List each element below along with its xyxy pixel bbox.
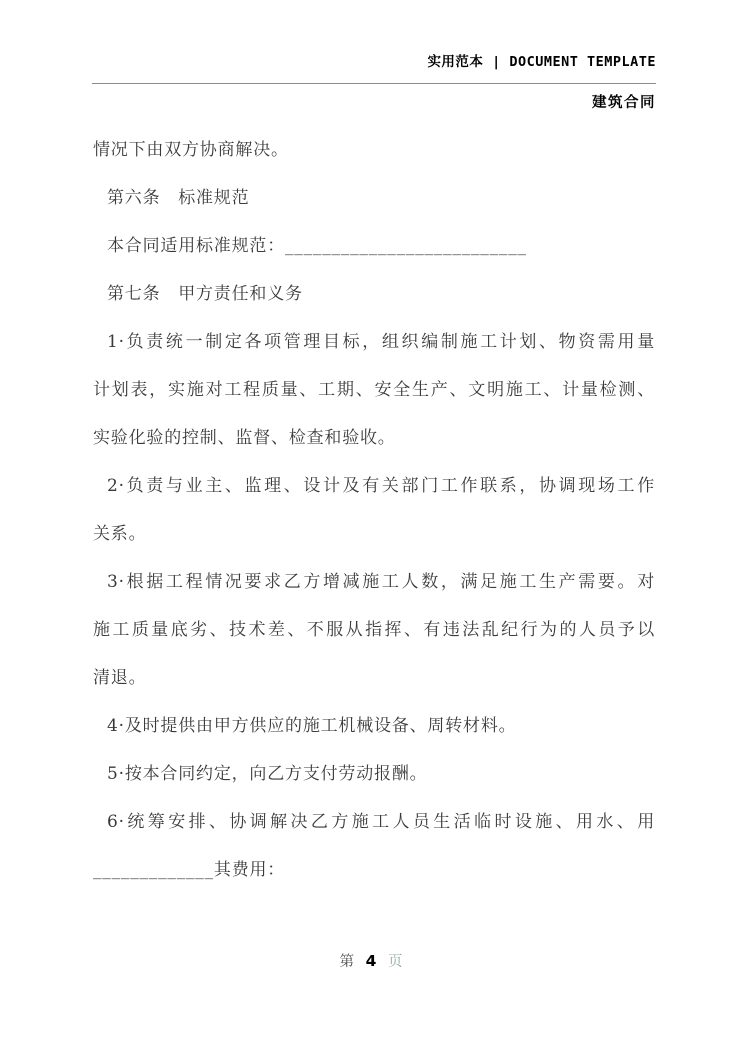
contract-line: 4·及时提供由甲方供应的施工机械设备、周转材料。 [107, 716, 517, 736]
contract-line: 6·统筹安排、协调解决乙方施工人员生活临时设施、用水、用 [107, 812, 655, 832]
contract-line: 实验化验的控制、监督、检查和验收。 [93, 428, 396, 448]
contract-line: 3·根据工程情况要求乙方增减施工人数，满足施工生产需要。对 [107, 572, 655, 592]
contract-line: 5·按本合同约定，向乙方支付劳动报酬。 [107, 764, 428, 784]
contract-line: 清退。 [93, 668, 147, 688]
contract-line: 本合同适用标准规范：__________________________ [107, 236, 527, 256]
header-divider [92, 83, 656, 84]
contract-line: 第六条 标准规范 [107, 188, 250, 208]
contract-line: 施工质量底劣、技术差、不服从指挥、有违法乱纪行为的人员予以 [93, 620, 655, 640]
doc-type-label: 建筑合同 [592, 94, 656, 111]
contract-line: 1·负责统一制定各项管理目标，组织编制施工计划、物资需用量 [107, 332, 655, 352]
footer-page-suffix: 页 [388, 954, 405, 970]
contract-line: 2·负责与业主、监理、设计及有关部门工作联系，协调现场工作 [107, 476, 655, 496]
contract-body [93, 126, 655, 894]
page-header [92, 0, 656, 112]
page-footer [0, 950, 744, 971]
contract-line: 第七条 甲方责任和义务 [107, 284, 303, 304]
footer-page-prefix: 第 [339, 954, 356, 970]
footer-page-number: 4 [365, 952, 379, 970]
contract-line: 关系。 [93, 524, 147, 544]
contract-line: _____________其费用： [93, 860, 286, 880]
brand-text: 实用范本 | DOCUMENT TEMPLATE [427, 54, 656, 70]
contract-line: 计划表，实施对工程质量、工期、安全生产、文明施工、计量检测、 [93, 380, 655, 400]
contract-line: 情况下由双方协商解决。 [93, 140, 289, 160]
